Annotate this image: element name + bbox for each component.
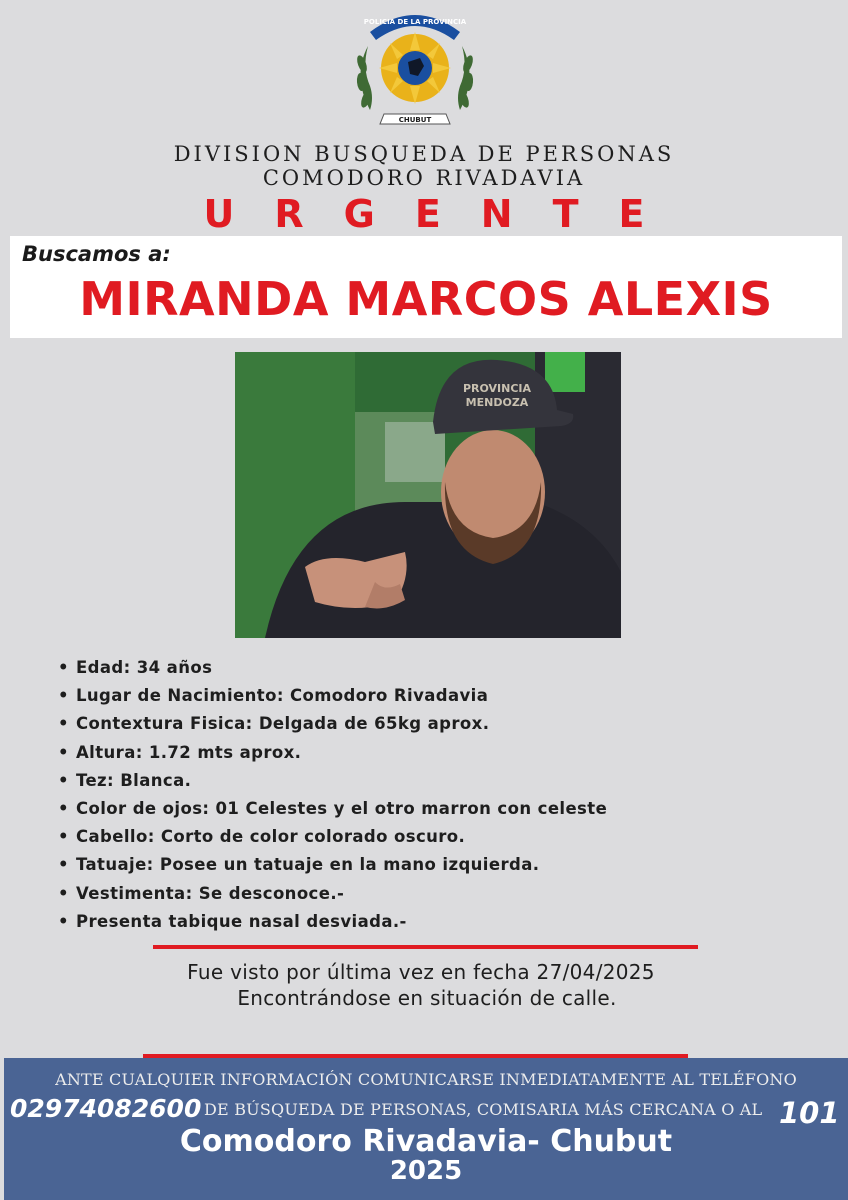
contact-phone-number[interactable]: 02974082600: [10, 1094, 202, 1123]
detail-tabique-text: Presenta tabique nasal desviada.-: [76, 911, 407, 931]
last-seen-situation: Encontrándose en situación de calle.: [237, 986, 617, 1010]
division-title: DIVISION BUSQUEDA DE PERSONAS: [173, 142, 675, 166]
detail-vestimenta: • Vestimenta: Se desconoce.-: [58, 883, 345, 903]
emergency-number[interactable]: 101: [779, 1096, 840, 1130]
detail-tez-text: Tez: Blanca.: [76, 770, 192, 790]
contact-footer: [4, 1058, 848, 1200]
detail-edad-text: Edad: 34 años: [76, 658, 213, 677]
detail-contextura: • Contextura Fisica: Delgada de 65kg aprox.: [58, 714, 490, 734]
logo-ribbon-text: CHUBUT: [398, 116, 432, 124]
footer-city: Comodoro Rivadavia- Chubut: [179, 1124, 673, 1159]
divider-line-top: [153, 945, 698, 949]
footer-year: 2025: [389, 1156, 463, 1186]
missing-person-photo: [235, 352, 621, 638]
detail-cabello: • Cabello: Corto de color colorado oscuro.: [58, 827, 466, 847]
detail-contextura-text: Contextura Fisica: Delgada de 65kg aprox.: [76, 714, 490, 734]
detail-nacimiento-text: Lugar de Nacimiento: Comodoro Rivadavia: [76, 686, 489, 706]
urgente-heading: URGENTE: [203, 192, 685, 236]
division-city: COMODORO RIVADAVIA: [262, 166, 586, 190]
detail-ojos-text: Color de ojos: 01 Celestes y el otro marron con celeste: [76, 798, 608, 818]
detail-vestimenta-text: Vestimenta: Se desconoce.-: [76, 883, 345, 903]
detail-altura-text: Altura: 1.72 mts aprox.: [76, 742, 302, 762]
logo-arc-text: POLICIA DE LA PROVINCIA: [363, 18, 467, 26]
physical-description-list: [58, 654, 607, 936]
contact-instructions: ANTE CUALQUIER INFORMACIÓN COMUNICARSE INMEDIATAMENTE AL TELÉFONO: [55, 1070, 797, 1089]
detail-tez: • Tez: Blanca.: [58, 770, 192, 790]
cap-text-line2: MENDOZA: [465, 396, 529, 409]
police-chubut-logo: [348, 6, 482, 130]
detail-tatuaje-text: Tatuaje: Posee un tatuaje en la mano izquierda.: [76, 855, 540, 875]
buscamos-label: Buscamos a:: [22, 242, 171, 266]
detail-altura: • Altura: 1.72 mts aprox.: [58, 742, 302, 762]
detail-tatuaje: • Tatuaje: Posee un tatuaje en la mano izquierda.: [58, 855, 540, 875]
detail-ojos: • Color de ojos: 01 Celestes y el otro marron con celeste: [58, 798, 608, 818]
wanted-banner: [10, 236, 842, 338]
detail-edad: • Edad: 34 años: [58, 658, 213, 677]
cap-text-line1: PROVINCIA: [462, 382, 532, 395]
missing-person-name: MIRANDA MARCOS ALEXIS: [79, 272, 773, 326]
sun-emblem: [379, 32, 451, 104]
detail-cabello-text: Cabello: Corto de color colorado oscuro.: [76, 827, 466, 847]
last-seen-date: Fue visto por última vez en fecha 27/04/2025: [187, 960, 655, 984]
detail-nacimiento: • Lugar de Nacimiento: Comodoro Rivadavia: [58, 686, 489, 706]
detail-tabique: • Presenta tabique nasal desviada.-: [58, 911, 407, 931]
contact-instructions-2: DE BÚSQUEDA DE PERSONAS, COMISARIA MÁS CERCANA O AL: [204, 1100, 763, 1119]
